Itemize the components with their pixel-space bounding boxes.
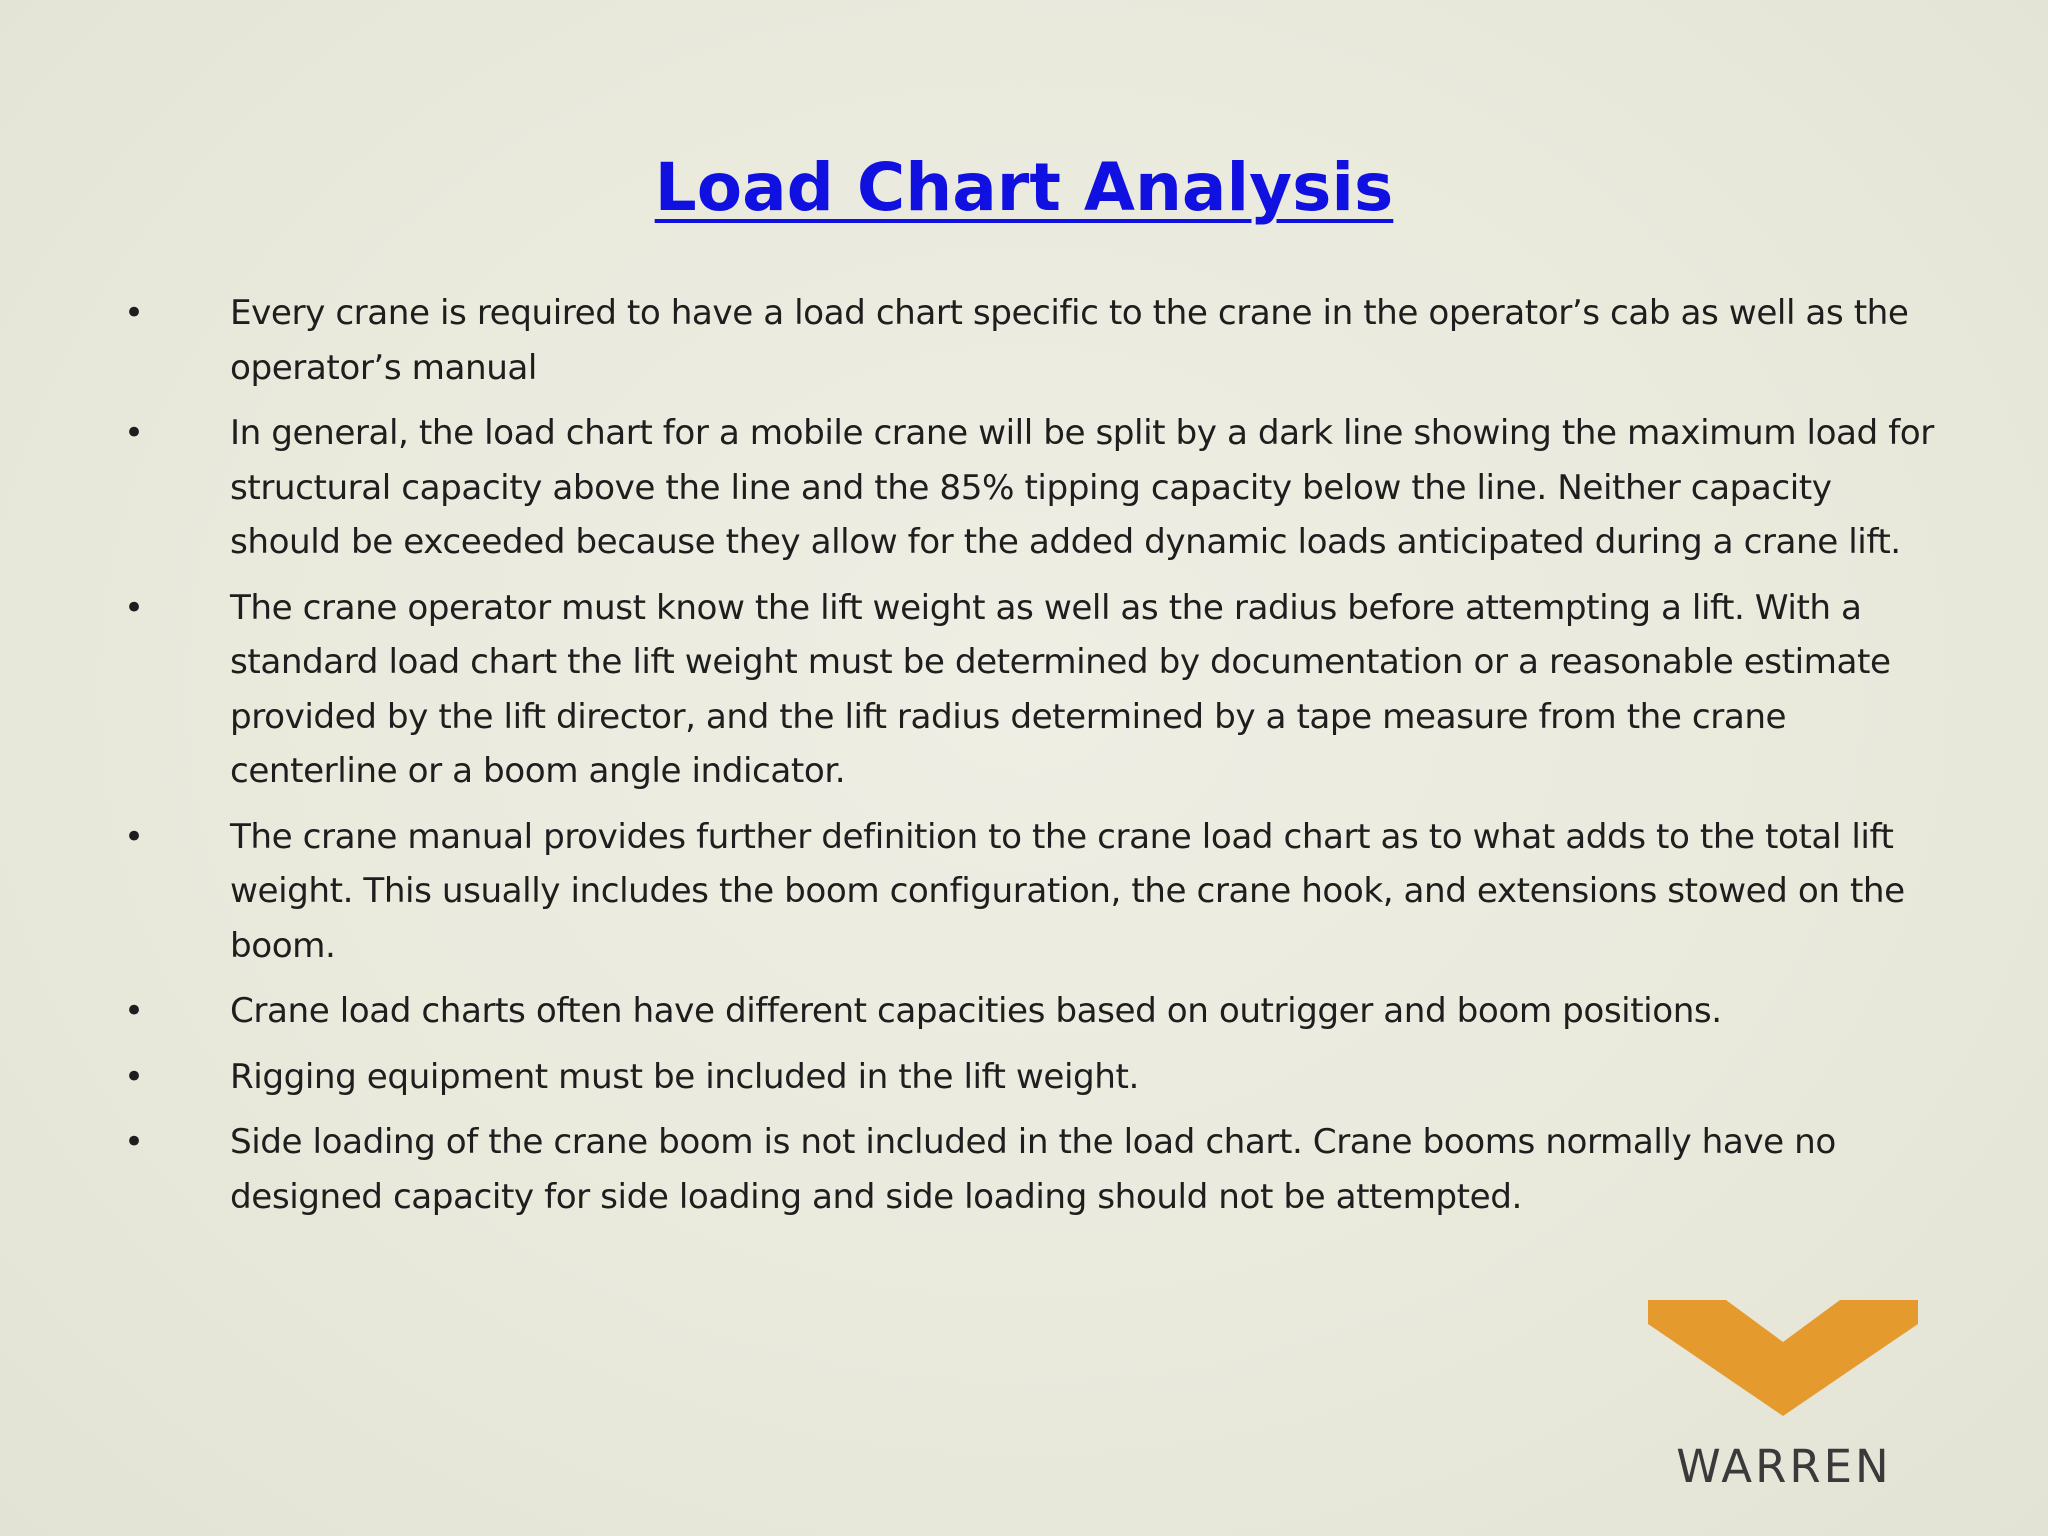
slide-title: Load Chart Analysis [654, 149, 1394, 226]
bullet-list [120, 286, 1940, 1235]
logo-w-shape [1648, 1300, 1918, 1416]
bullet-marker: • [124, 587, 145, 628]
bullet-item [120, 1115, 1940, 1224]
bullet-marker: • [124, 1122, 145, 1162]
bullet-marker: • [124, 991, 145, 1031]
bullet-text: Crane load charts often have different capacities based on outrigger and boom positions. [230, 991, 1722, 1031]
bullet-marker: • [124, 413, 145, 453]
bullet-text: Rigging equipment must be included in the lift weight. [230, 1056, 1139, 1097]
bullet-item [120, 984, 1940, 1039]
bullet-text: The crane operator must know the lift weight as well as the radius before attempting a lift. With a standard load chart the lift weight must be determined by documentation or a reasonable estimate provided by the lift director, and the lift radius determined by a tape measure from the crane centerline or a boom angle indicator. [230, 587, 1891, 791]
bullet-marker: • [124, 293, 145, 333]
bullet-marker: • [124, 1056, 145, 1097]
warren-logo [1644, 1296, 1924, 1496]
bullet-text: Every crane is required to have a load chart specific to the crane in the operator’s cab as well as the operator’s manual [230, 293, 1909, 388]
bullet-text: Side loading of the crane boom is not included in the load chart. Crane booms normally have no designed capacity for side loading and side loading should not be attempted. [230, 1122, 1836, 1217]
bullet-item [120, 1050, 1940, 1105]
bullet-marker: • [124, 816, 145, 857]
bullet-item [120, 581, 1940, 799]
bullet-item [120, 810, 1940, 974]
warren-w-logo-icon [1648, 1300, 1918, 1418]
bullet-item [120, 286, 1940, 395]
bullet-text: In general, the load chart for a mobile crane will be split by a dark line showing the maximum load for structural capacity above the line and the 85% tipping capacity below the line. Neither capacity should be exceeded because they allow for the added dynamic loads anticipated during a crane lift. [230, 413, 1934, 562]
bullet-text: The crane manual provides further definition to the crane load chart as to what adds to the total lift weight. This usually includes the boom configuration, the crane hook, and extensions stowed on the boom. [230, 816, 1905, 966]
bullet-item [120, 406, 1940, 570]
logo-wordmark: WARREN [1676, 1440, 1892, 1493]
